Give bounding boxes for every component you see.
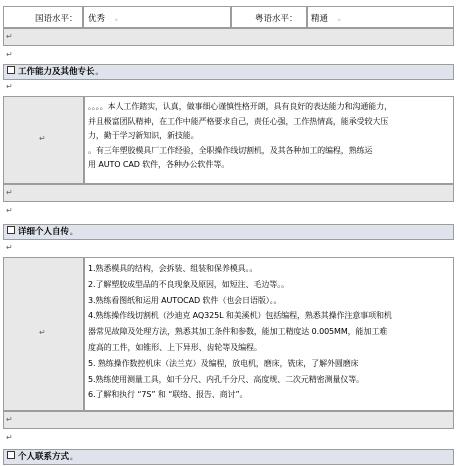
paragraph-mark-icon: ↵	[39, 328, 46, 337]
section-title: 工作能力及其他专长	[18, 67, 95, 77]
checkbox-icon	[7, 66, 15, 74]
text-line: 1.熟悉模具的结构，会拆装、组装和保养模具。。	[88, 264, 258, 273]
section-title: 详细个人自传	[18, 227, 70, 237]
text-line: 2.了解塑胶成型品的不良现象及原因，如短注、毛边等。。	[88, 279, 289, 289]
text-line: 度高的工件，如锥形、上下异形、齿轮等及编程。	[88, 342, 262, 352]
cantonese-value-cell	[307, 6, 454, 28]
text-line: 器常见故障及处理方法，熟悉其加工条件和参数，能加工精度达 0.005MM，能加工难	[88, 327, 388, 337]
intro-bottom-row	[3, 411, 454, 429]
paragraph-mark-icon: ↵	[6, 243, 13, 252]
mandarin-value-cell	[83, 6, 231, 28]
section-header-skills: 工作能力及其他专长。	[3, 64, 454, 80]
text-line: 并且极富团队精神，在工作中能严格要求自己，责任心强，工作热情高，能承受较大压	[88, 116, 389, 126]
text-line: 5.熟练使用测量工具，如千分尺、内孔千分尺、高度规、二次元精密测量仪等。	[88, 374, 365, 384]
cell-mark-icon: 。	[115, 14, 122, 22]
text-line: 。有三年塑胶模具厂工作经验，全职操作线切割机，及其各种加工的编程，熟练运	[88, 145, 373, 155]
skills-left-cell	[3, 96, 84, 184]
paragraph-mark-icon: ↵	[6, 206, 13, 215]
mandarin-label-cell	[3, 6, 83, 28]
text-line: 。。。。本人工作踏实，认真，做事细心谨慎性格开朗，具有良好的表达能力和沟通能力，	[88, 102, 392, 111]
cantonese-label: 粤语水平：	[255, 14, 298, 24]
text-line: 力，勤于学习新知识，新技能。	[88, 131, 199, 140]
skills-paragraph	[88, 100, 449, 173]
cantonese-value: 精通	[311, 14, 329, 24]
text-line: 4.熟练操作线切割机（沙迪克 AQ325L 和美溪机）包括编程，熟悉其操作注意事项和机	[88, 311, 392, 321]
mandarin-value: 优秀	[88, 14, 106, 24]
checkbox-icon	[7, 451, 15, 459]
cell-mark-icon: 。	[338, 14, 345, 22]
section-title: 个人联系方式	[18, 452, 70, 462]
blank-row	[3, 28, 454, 46]
skills-bottom-row	[3, 184, 454, 202]
cantonese-label-cell	[231, 6, 307, 28]
paragraph-mark-icon: ↵	[6, 50, 13, 59]
section-header-intro: 详细个人自传。	[3, 224, 454, 240]
paragraph-mark-icon: ↵	[6, 433, 13, 442]
paragraph-mark-icon: ↵	[6, 415, 13, 424]
section-header-contact: 个人联系方式。	[3, 449, 454, 465]
text-line: 5. 熟练操作数控机床（法兰克）及编程，放电机，磨床，铣床，了解外圆磨床	[88, 358, 359, 368]
intro-paragraph	[88, 261, 449, 403]
paragraph-mark-icon: ↵	[6, 188, 13, 197]
text-line: 6.了解和执行 “7S” 和 “联络、报告、商讨”。	[88, 390, 248, 400]
paragraph-mark-icon: ↵	[6, 82, 13, 91]
checkbox-icon	[7, 226, 15, 234]
paragraph-mark-icon: ↵	[39, 134, 46, 143]
mandarin-label: 国语水平：	[35, 14, 78, 24]
text-line: 3.熟练看图纸和运用 AUTOCAD 软件（也会日语版）。。	[88, 295, 282, 305]
paragraph-mark-icon: ↵	[6, 32, 13, 41]
text-line: 用 AUTO CAD 软件，各种办公软件等。	[88, 160, 230, 169]
intro-left-cell	[3, 257, 84, 411]
